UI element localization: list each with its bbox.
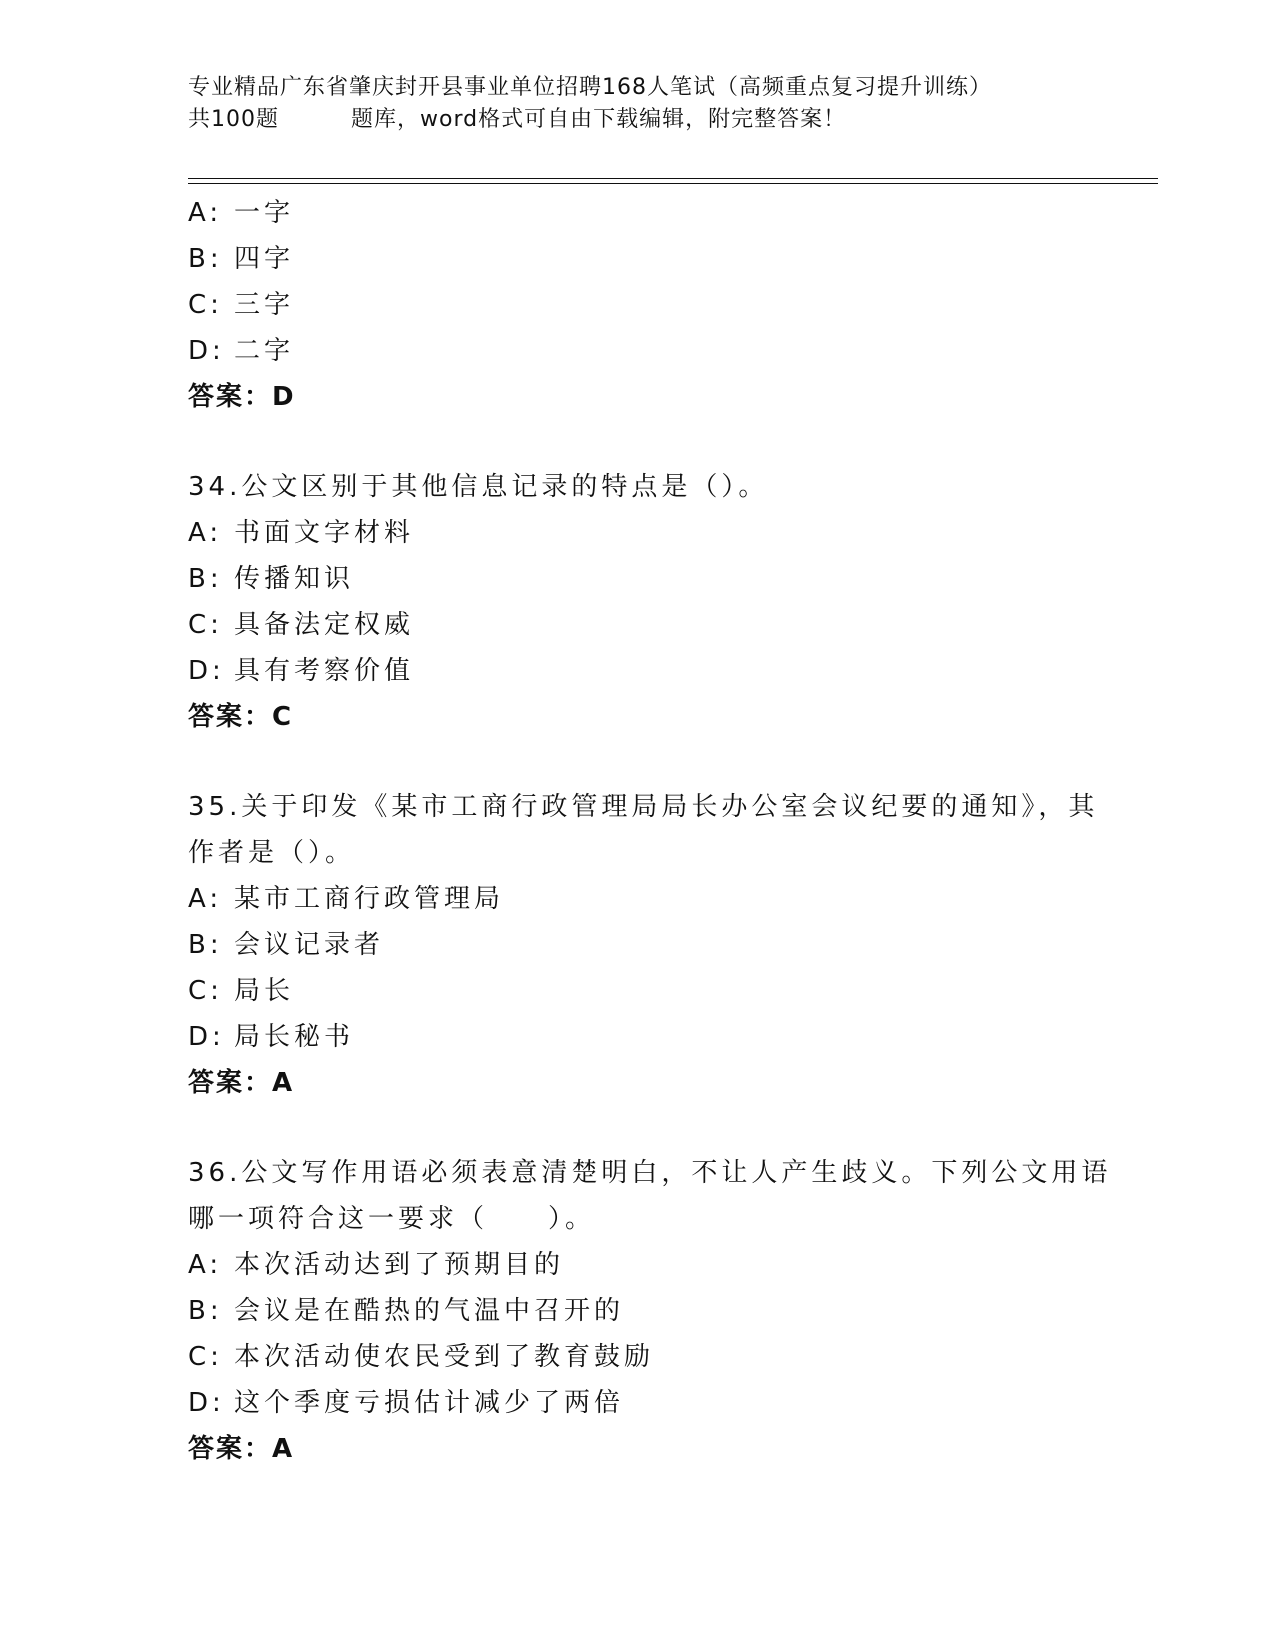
option-c: C: 三字 bbox=[188, 290, 295, 320]
answer: 答案：A bbox=[188, 1434, 295, 1464]
answer: 答案：C bbox=[188, 702, 294, 732]
option-b: B: 传播知识 bbox=[188, 564, 355, 594]
option-d: D: 局长秘书 bbox=[188, 1022, 355, 1052]
option-b: B: 四字 bbox=[188, 244, 295, 274]
question-list bbox=[188, 190, 1112, 1472]
question-36 bbox=[188, 1150, 1112, 1472]
question-34 bbox=[188, 464, 1088, 740]
option-a: A: 一字 bbox=[188, 198, 295, 228]
header-description: 题库，word格式可自由下载编辑，附完整答案！ bbox=[351, 107, 847, 132]
option-a: A: 某市工商行政管理局 bbox=[188, 884, 505, 914]
option-d: D: 二字 bbox=[188, 336, 295, 366]
answer: 答案：D bbox=[188, 382, 296, 412]
header-divider-top bbox=[188, 178, 1158, 179]
header-title-line2 bbox=[188, 104, 1088, 136]
question-stem-line1: 36.公文写作用语必须表意清楚明白，不让人产生歧义。下列公文用语 bbox=[188, 1158, 1112, 1188]
option-a: A: 本次活动达到了预期目的 bbox=[188, 1250, 565, 1280]
question-33 bbox=[188, 190, 1088, 420]
page-header bbox=[188, 72, 1088, 136]
question-stem-line2: 哪一项符合这一要求（ ）。 bbox=[188, 1204, 596, 1234]
header-title-line1: 专业精品广东省肇庆封开县事业单位招聘168人笔试（高频重点复习提升训练） bbox=[188, 75, 992, 100]
header-question-count: 共100题 bbox=[188, 107, 279, 132]
question-stem-line1: 35.关于印发《某市工商行政管理局局长办公室会议纪要的通知》，其 bbox=[188, 792, 1099, 822]
option-c: C: 本次活动使农民受到了教育鼓励 bbox=[188, 1342, 655, 1372]
option-b: B: 会议记录者 bbox=[188, 930, 385, 960]
answer: 答案：A bbox=[188, 1068, 295, 1098]
option-b: B: 会议是在酷热的气温中召开的 bbox=[188, 1296, 625, 1326]
option-c: C: 具备法定权威 bbox=[188, 610, 415, 640]
option-c: C: 局长 bbox=[188, 976, 295, 1006]
question-35 bbox=[188, 784, 1099, 1106]
option-a: A: 书面文字材料 bbox=[188, 518, 415, 548]
option-d: D: 这个季度亏损估计减少了两倍 bbox=[188, 1388, 625, 1418]
header-divider-bottom bbox=[188, 183, 1158, 184]
option-d: D: 具有考察价值 bbox=[188, 656, 415, 686]
question-stem-line2: 作者是（）。 bbox=[188, 838, 356, 868]
question-stem: 34.公文区别于其他信息记录的特点是（）。 bbox=[188, 472, 769, 502]
